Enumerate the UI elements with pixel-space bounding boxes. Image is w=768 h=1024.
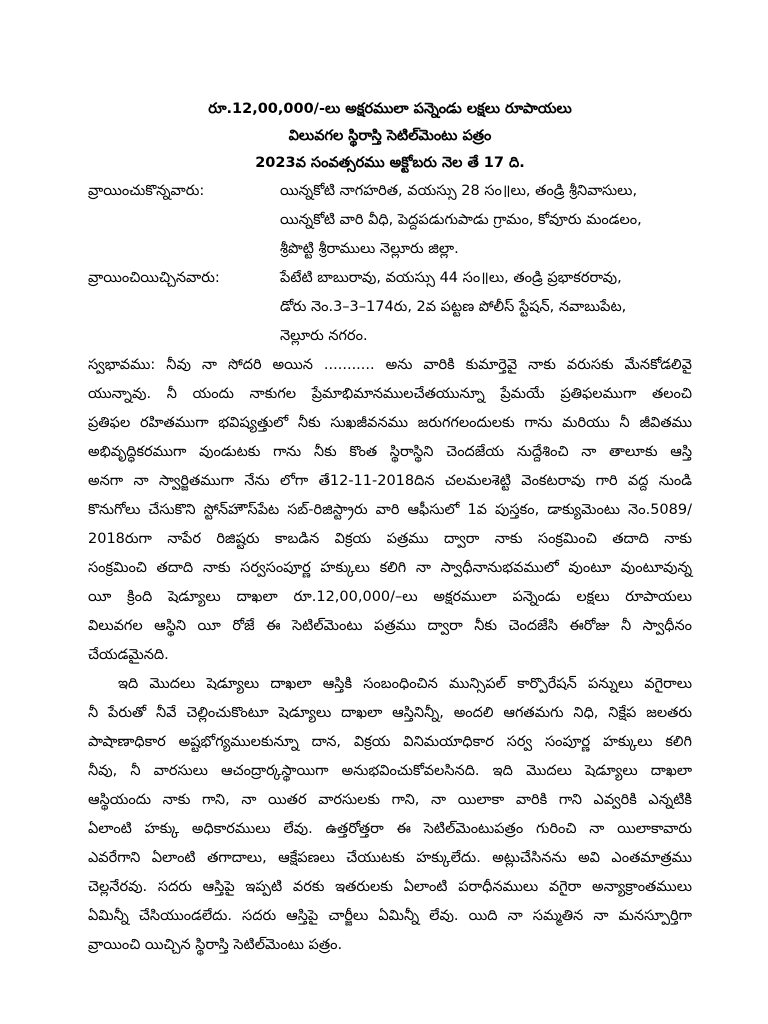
receiver-details xyxy=(280,177,692,264)
title-date-line: 2023వ సంవత్సరము అక్టోబరు నెల తే 17 ది. xyxy=(255,155,525,171)
paragraph-line: కొనుగోలు చేసుకొని స్టోన్‌హౌస్‌పేట సబ్-రిజిస్ట్రారు వారి ఆఫీసులో 1వ పుస్తకం, డాక్యుమెంటు నెం.5089/ xyxy=(88,502,692,518)
paragraph-line: స్వభావము: నీవు నా సోదరి అయిన ........... అను వారికి కుమార్తెవై నాకు వరుసకు మేనకోడలివై xyxy=(88,357,692,373)
paragraph-line: ఇది మొదలు షెడ్యూలు దాఖలా ఆస్తికి సంబంధించిన మున్సిపల్ కార్పొరేషన్ పన్నులు వగైరాలు xyxy=(118,676,692,692)
title-amount-line: రూ.12,00,000/-లు అక్షరములా పన్నెండు లక్షలు రూపాయలు xyxy=(208,101,572,117)
receiver-block xyxy=(88,177,692,264)
receiver-line: యిన్నకోటి నాగహరిత, వయస్సు 28 సం॥లు, తండ్రి శ్రీనివాసులు, xyxy=(280,183,638,199)
settlement-deed-page xyxy=(88,96,692,960)
paragraph-line: వ్రాయించి యిచ్చిన స్థిరాస్తి సెటిల్‌మెంటు పత్రం. xyxy=(88,937,343,953)
giver-line: పేటేటి బాబురావు, వయస్సు 44 సం॥లు, తండ్రి ప్రభాకరరావు, xyxy=(280,270,622,286)
receiver-line: యిన్నకోటి వారి వీధి, పెద్దపడుగుపాడు గ్రామం, కోవూరు మండలం, xyxy=(280,212,642,228)
paragraph-line: అనగా నా స్వార్జితముగా నేను లోగా తే12-11-2018దిన చలమలశెట్టి వెంకటరావు గారి వద్ద నుండి xyxy=(88,473,692,489)
deed-body xyxy=(88,351,692,960)
giver-label: వ్రాయించియిచ్చినవారు: xyxy=(88,270,220,286)
paragraph-line: యున్నావు. నీ యందు నాకుగల ప్రేమాభిమానములచేతయున్నూ ప్రేమయే ప్రతిఫలముగా తలంచి xyxy=(88,386,692,402)
title-document-line: విలువగల స్థిరాస్తి సెటిల్‌మెంటు పత్రం xyxy=(288,128,492,144)
paragraph-line: ఎవరేగాని ఏలాంటి తగాదాలు, ఆక్షేపణలు చేయుటకు హక్కులేదు. అట్లుచేసినను అవి ఎంతమాత్రము xyxy=(88,850,692,866)
receiver-label: వ్రాయించుకొన్నవారు: xyxy=(88,183,205,199)
paragraph-line: చెల్లనేరవు. సదరు ఆస్తిపై ఇప్పటి వరకు ఇతరులకు ఏలాంటి పరాధీనములు వగైరా అన్యాక్రాంతములు xyxy=(88,879,692,895)
paragraph-line: ఏలాంటి హక్కు అధికారములు లేవు. ఉత్తరోత్తరా ఈ సెటిల్‌మెంటుపత్రం గురించి నా యిలాకావారు xyxy=(88,821,692,837)
paragraph-line: ప్రతిఫల రహితముగా భవిష్యత్తులో నీకు సుఖజీవనము జరుగగలందులకు గాను మరియు నీ జీవితము xyxy=(88,415,692,431)
paragraph-line: విలువగల ఆస్థిని యీ రోజే ఈ సెటిల్‌మెంటు పత్రము ద్వారా నీకు చెందజేసి ఈరోజు నీ స్వాధీనం xyxy=(88,618,692,634)
paragraph-line: 2018రుగా నాపేర రిజిష్టరు కాబడిన విక్రయ పత్రము ద్వారా నాకు సంక్రమించి తదాది నాకు xyxy=(88,531,692,547)
giver-block xyxy=(88,264,692,351)
rights-paragraph xyxy=(88,670,692,960)
paragraph-line: యీ క్రింది షెడ్యూలు దాఖలా రూ.12,00,000/–లు అక్షరములా పన్నెండు లక్షలు రూపాయలు xyxy=(88,589,692,605)
paragraph-line: ఏమిన్నీ చేసియుండలేదు. సదరు ఆస్తిపై చార్జీలు ఏమిన్నీ లేవు. యిది నా సమ్మతిన నా మనస్పూర్తిగా xyxy=(88,908,692,924)
giver-line: డోరు నెం.3–3–174రు, 2వ పట్టణ పోలీస్ స్టేషన్, నవాబుపేట, xyxy=(280,299,627,315)
paragraph-line: చేయడమైనది. xyxy=(88,647,169,663)
paragraph-line: నీ పేరుతో నీవే చెల్లించుకొంటూ షెడ్యూలు దాఖలా ఆస్తినిన్నీ, అందలి ఆగతమగు నిధి, నిక్షేప జలతరు xyxy=(88,705,692,721)
nature-paragraph xyxy=(88,351,692,670)
giver-details xyxy=(280,264,692,351)
deed-title xyxy=(88,96,692,177)
paragraph-line: అభివృద్ధికరముగా వుండుటకు గాను నీకు కొంత స్థిరాస్థిని చెందజేయ నుద్దేశించి నా తాలూకు ఆస్తి xyxy=(88,444,692,460)
paragraph-line: నీవు, నీ వారసులు ఆచంద్రార్కస్థాయిగా అనుభవించుకోవలసినది. ఇది మొదలు షెడ్యూలు దాఖలా xyxy=(88,763,692,779)
receiver-line: శ్రీపొట్టి శ్రీరాములు నెల్లూరు జిల్లా. xyxy=(280,241,459,257)
paragraph-line: ఆస్థియందు నాకు గాని, నా యితర వారసులకు గాని, నా యిలాకా వారికి గాని ఎవ్వరికి ఎన్నటికి xyxy=(88,792,692,808)
paragraph-line: సంక్రమించి తదాది నాకు సర్వసంపూర్ణ హక్కులు కలిగి నా స్వాధీనానుభవములో వుంటూ వుంటూవున్న xyxy=(88,560,692,576)
paragraph-line: పాషాణాధికార అష్టభోగ్యములకున్నూ దాన, విక్రయ వినిమయాధికార సర్వ సంపూర్ణ హక్కులు కలిగి xyxy=(88,734,692,750)
giver-line: నెల్లూరు నగరం. xyxy=(280,328,368,344)
